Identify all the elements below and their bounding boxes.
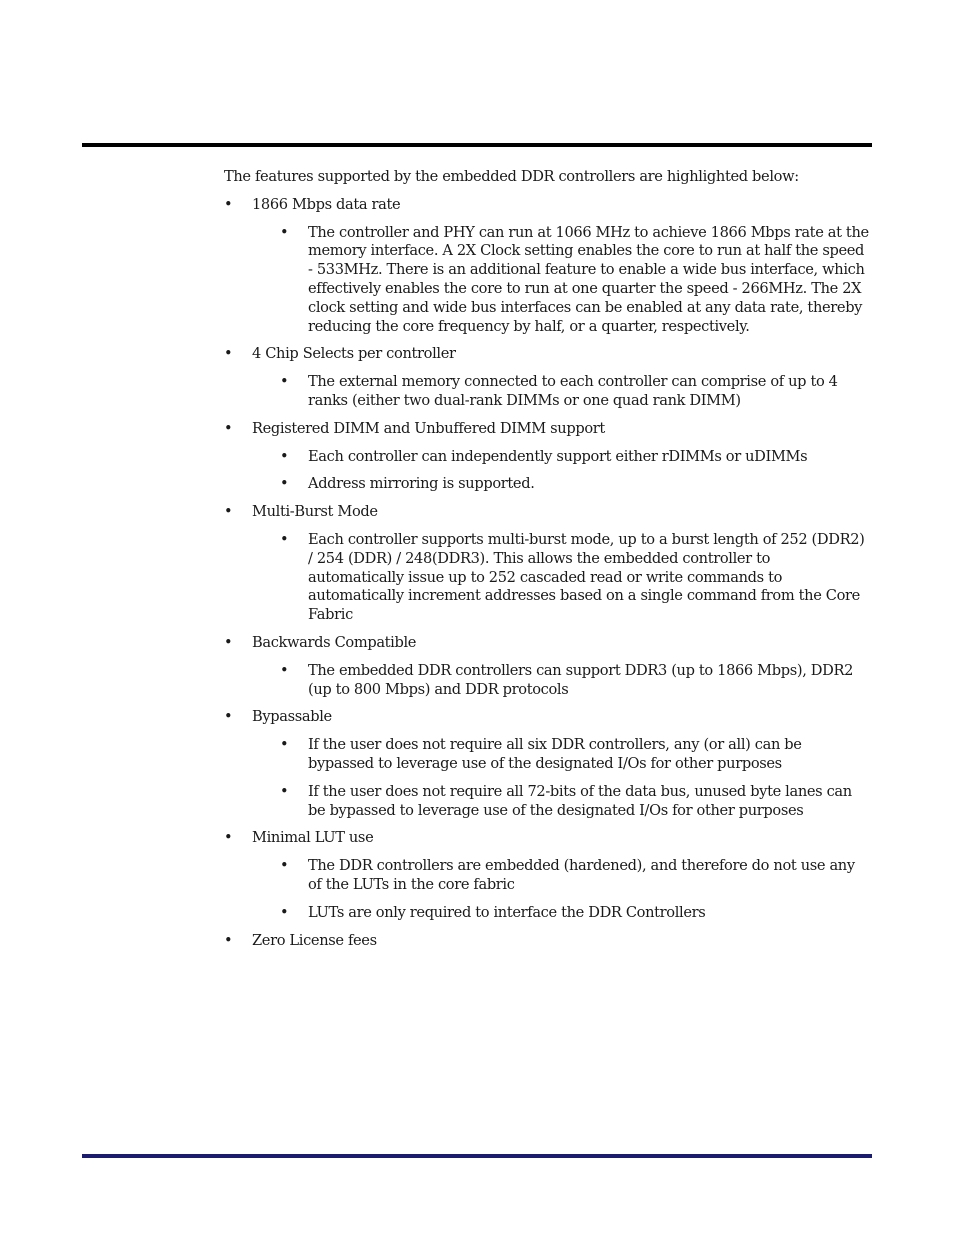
feature-item — [224, 420, 870, 494]
sub-list — [252, 736, 870, 820]
bullet-icon: • — [280, 475, 289, 493]
sub-item-text: The controller and PHY can run at 1066 MHz to achieve 1866 Mbps rate at the memory interface. A 2X Clock setting enables the core to run at half the speed - 533MHz. There is an additional feature to enable a wide bus interface, which effectively enables the core to run at one quarter the speed - 266MHz. The 2X clock setting and wide bus interfaces can be enabled at any data rate, thereby reducing the core frequency by half, or a quarter, respectively. — [308, 223, 869, 335]
bullet-icon: • — [280, 782, 289, 800]
feature-label: Backwards Compatible — [252, 633, 417, 651]
feature-list — [224, 196, 870, 951]
feature-item — [224, 829, 870, 922]
header-rule — [82, 143, 872, 147]
bullet-icon: • — [280, 447, 289, 465]
feature-item — [224, 708, 870, 820]
bullet-icon: • — [224, 829, 233, 847]
sub-list — [252, 373, 870, 411]
feature-item — [224, 634, 870, 699]
sub-item — [252, 904, 870, 923]
bullet-icon: • — [280, 857, 289, 875]
sub-list — [252, 224, 870, 337]
feature-label: 1866 Mbps data rate — [252, 195, 401, 213]
bullet-icon: • — [224, 503, 233, 521]
bullet-icon: • — [280, 661, 289, 679]
bullet-icon: • — [224, 633, 233, 651]
sub-item — [252, 736, 870, 774]
sub-item-text: LUTs are only required to interface the DDR Controllers — [308, 903, 706, 921]
bullet-icon: • — [224, 931, 233, 949]
feature-label: 4 Chip Selects per controller — [252, 345, 456, 363]
sub-item — [252, 373, 870, 411]
sub-item-text: If the user does not require all six DDR controllers, any (or all) can be bypassed to leverage use of the designated I/Os for other purposes — [308, 736, 802, 772]
bullet-icon: • — [224, 419, 233, 437]
sub-item — [252, 857, 870, 895]
bullet-icon: • — [280, 530, 289, 548]
sub-list — [252, 448, 870, 495]
sub-item — [252, 662, 870, 700]
bullet-icon: • — [224, 195, 233, 213]
footer-rule — [82, 1154, 872, 1158]
sub-item-text: The external memory connected to each controller can comprise of up to 4 ranks (either two dual-rank DIMMs or one quad rank DIMM) — [308, 373, 838, 409]
feature-item — [224, 196, 870, 337]
feature-item — [224, 503, 870, 625]
feature-label: Zero License fees — [252, 931, 377, 949]
bullet-icon: • — [280, 373, 289, 391]
feature-label: Bypassable — [252, 708, 332, 726]
document-body — [224, 168, 870, 959]
sub-item — [252, 475, 870, 494]
sub-item-text: The DDR controllers are embedded (hardened), and therefore do not use any of the LUTs in the core fabric — [308, 857, 855, 893]
bullet-icon: • — [280, 903, 289, 921]
bullet-icon: • — [224, 345, 233, 363]
sub-item-text: If the user does not require all 72-bits of the data bus, unused byte lanes can be bypassed to leverage use of the designated I/Os for other purposes — [308, 782, 852, 819]
sub-item — [252, 531, 870, 625]
feature-item — [224, 932, 870, 951]
bullet-icon: • — [280, 223, 289, 241]
intro-paragraph: The features supported by the embedded DDR controllers are highlighted below: — [224, 168, 799, 185]
bullet-icon: • — [280, 736, 289, 754]
sub-item-text: Each controller supports multi-burst mode, up to a burst length of 252 (DDR2) / 254 (DDR) / 248(DDR3). This allows the embedded controller to automatically issue up to 252 cascaded read or write commands to automatically increment addresses based on a single command from the Core Fabric — [308, 530, 865, 624]
sub-item — [252, 783, 870, 821]
feature-label: Minimal LUT use — [252, 829, 374, 847]
feature-item — [224, 345, 870, 410]
sub-list — [252, 662, 870, 700]
sub-list — [252, 531, 870, 625]
sub-list — [252, 857, 870, 922]
feature-label: Multi-Burst Mode — [252, 503, 378, 521]
sub-item — [252, 224, 870, 337]
sub-item-text: The embedded DDR controllers can support DDR3 (up to 1866 Mbps), DDR2 (up to 800 Mbps) and DDR protocols — [308, 661, 854, 698]
sub-item-text: Each controller can independently support either rDIMMs or uDIMMs — [308, 447, 808, 465]
feature-label: Registered DIMM and Unbuffered DIMM support — [252, 419, 605, 437]
bullet-icon: • — [224, 708, 233, 726]
sub-item — [252, 448, 870, 467]
sub-item-text: Address mirroring is supported. — [308, 475, 535, 493]
